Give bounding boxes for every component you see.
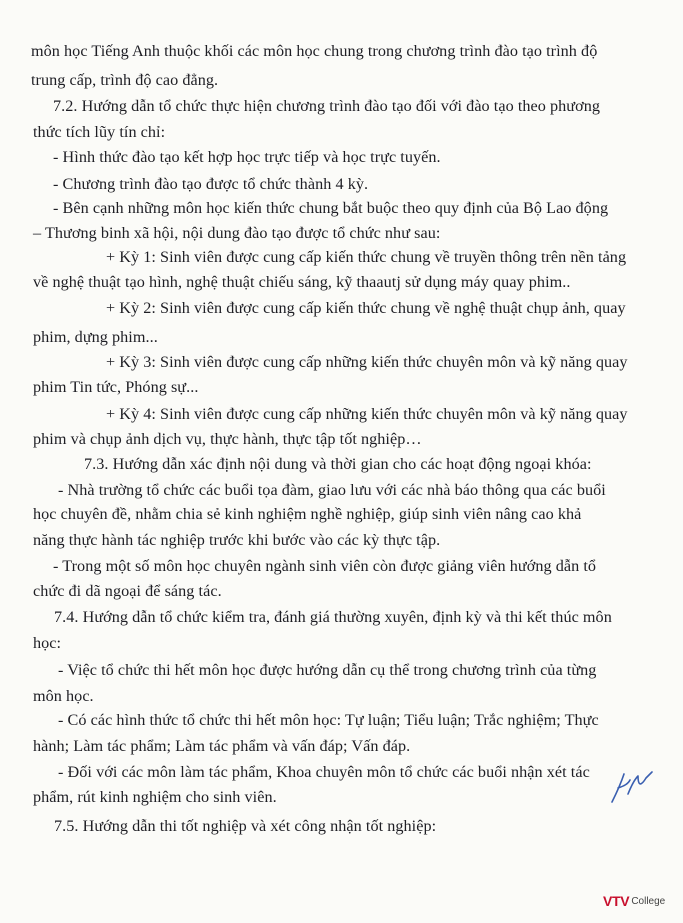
text-line: năng thực hành tác nghiệp trước khi bước vào các kỳ thực tập.	[33, 531, 441, 549]
text-line: 7.4. Hướng dẫn tổ chức kiểm tra, đánh giá thường xuyên, định kỳ và thi kết thúc môn	[54, 608, 612, 626]
text-line: thức tích lũy tín chỉ:	[33, 123, 166, 141]
text-line: - Nhà trường tổ chức các buổi tọa đàm, giao lưu với các nhà báo thông qua các buổi	[58, 481, 606, 499]
text-line: phẩm, rút kinh nghiệm cho sinh viên.	[33, 788, 277, 806]
text-line: - Đối với các môn làm tác phẩm, Khoa chuyên môn tổ chức các buổi nhận xét tác	[58, 763, 590, 781]
text-line: trung cấp, trình độ cao đẳng.	[31, 71, 219, 89]
text-line: - Việc tổ chức thi hết môn học được hướng dẫn cụ thể trong chương trình của từng	[58, 661, 597, 679]
text-line: chức đi dã ngoại để sáng tác.	[33, 582, 222, 600]
text-line: – Thương binh xã hội, nội dung đào tạo được tổ chức như sau:	[33, 224, 441, 242]
text-line: + Kỳ 1: Sinh viên được cung cấp kiến thức chung về truyền thông trên nền tảng	[106, 248, 627, 266]
text-line: phim, dựng phim...	[33, 328, 158, 346]
text-line: 7.5. Hướng dẫn thi tốt nghiệp và xét công nhận tốt nghiệp:	[54, 817, 437, 835]
text-line: học:	[33, 634, 62, 652]
text-line: về nghệ thuật tạo hình, nghệ thuật chiếu sáng, kỹ thaautj sử dụng máy quay phim..	[33, 273, 571, 291]
text-line: phim Tin tức, Phóng sự...	[33, 378, 199, 396]
text-line: - Hình thức đào tạo kết hợp học trực tiếp và học trực tuyến.	[53, 148, 441, 166]
logo-mark: VTV	[603, 893, 630, 909]
text-line: - Trong một số môn học chuyên ngành sinh viên còn được giảng viên hướng dẫn tổ	[53, 557, 597, 575]
text-line: 7.2. Hướng dẫn tổ chức thực hiện chương trình đào tạo đối với đào tạo theo phương	[53, 97, 600, 115]
text-line: - Có các hình thức tổ chức thi hết môn học: Tự luận; Tiểu luận; Trắc nghiệm; Thực	[58, 711, 599, 729]
text-line: môn học.	[33, 687, 94, 705]
text-line: + Kỳ 4: Sinh viên được cung cấp những kiến thức chuyên môn và kỹ năng quay	[106, 405, 628, 423]
text-line: học chuyên đề, nhằm chia sẻ kinh nghiệm nghề nghiệp, giúp sinh viên nâng cao khả	[33, 505, 582, 523]
text-line: - Bên cạnh những môn học kiến thức chung bắt buộc theo quy định của Bộ Lao động	[53, 199, 609, 217]
text-line: - Chương trình đào tạo được tổ chức thành 4 kỳ.	[53, 175, 369, 193]
logo-text: College	[631, 895, 666, 907]
text-line: phim và chụp ảnh dịch vụ, thực hành, thực tập tốt nghiệp…	[33, 430, 422, 448]
signature-mark	[604, 766, 654, 806]
text-line: môn học Tiếng Anh thuộc khối các môn học chung trong chương trình đào tạo trình độ	[31, 42, 598, 60]
text-line: hành; Làm tác phẩm; Làm tác phẩm và vấn đáp; Vấn đáp.	[33, 737, 411, 755]
vtv-college-logo	[603, 891, 665, 911]
text-line: + Kỳ 3: Sinh viên được cung cấp những kiến thức chuyên môn và kỹ năng quay	[106, 353, 628, 371]
text-line: + Kỳ 2: Sinh viên được cung cấp kiến thức chung về nghệ thuật chụp ảnh, quay	[106, 299, 626, 317]
text-line: 7.3. Hướng dẫn xác định nội dung và thời gian cho các hoạt động ngoại khóa:	[84, 455, 592, 473]
